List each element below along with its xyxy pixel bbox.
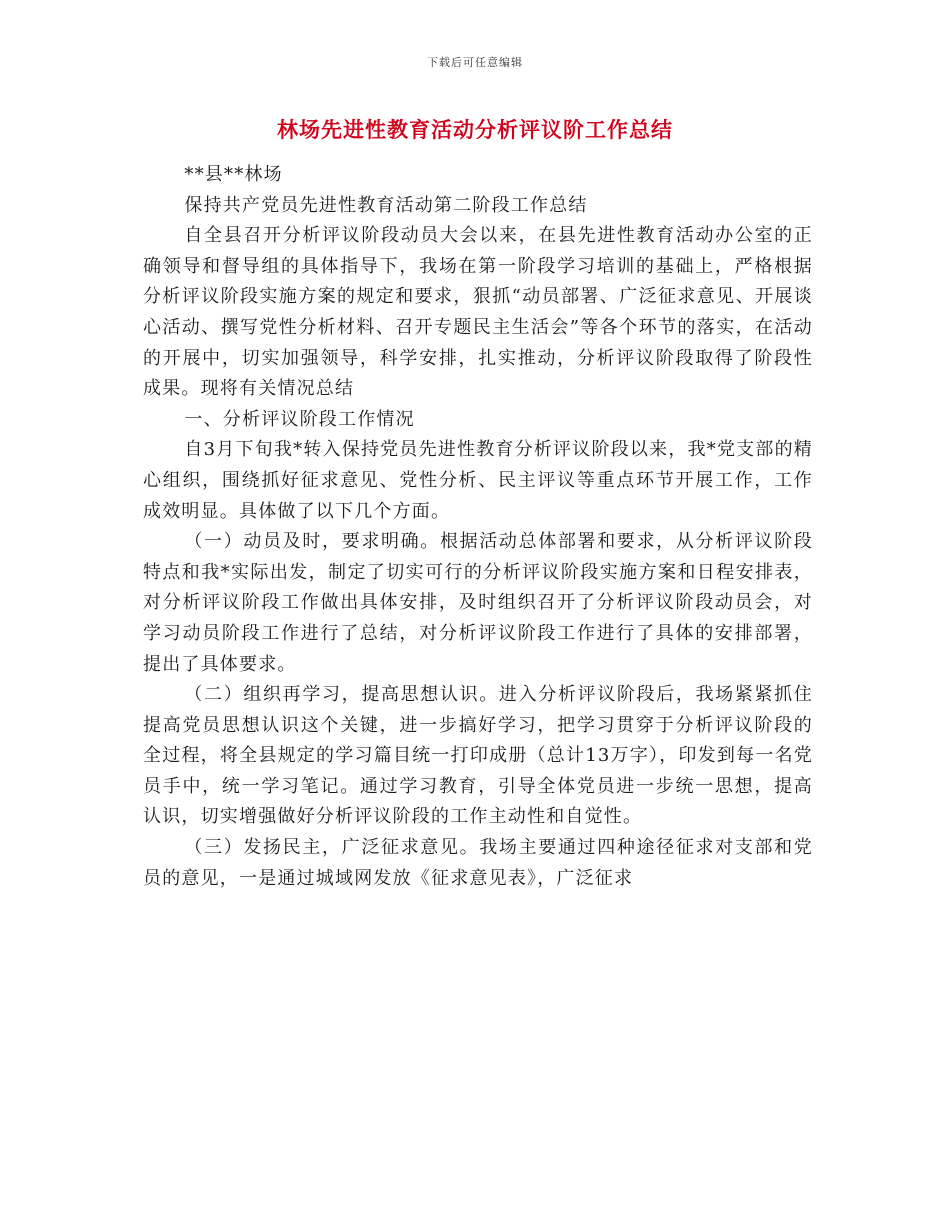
- section-heading: 一、分析评议阶段工作情况: [184, 408, 415, 430]
- paragraph-intro: 自全县召开分析评议阶段动员大会以来，在县先进性教育活动办公室的正确领导和督导组的具体指导下，我场在第一阶段学习培训的基础上，严格根据分析评议阶段实施方案的规定和要求，狠抓“动员部署、广泛征求意见、开展谈心活动、撰写党性分析材料、召开专题民主生活会”等各个环节的落实，在活动的开展中，切实加强领导，科学安排，扎实推动，分析评议阶段取得了阶段性成果。现将有关情况总结: [143, 225, 813, 400]
- paragraph-item-1: （一）动员及时，要求明确。根据活动总体部署和要求，从分析评议阶段特点和我*实际出发，制定了切实可行的分析评议阶段实施方案和日程安排表，对分析评议阶段工作做出具体安排，及时组织召开了分析评议阶段动员会，对学习动员阶段工作进行了总结，对分析评议阶段工作进行了具体的安排部署，提出了具体要求。: [143, 531, 813, 675]
- document-title: 林场先进性教育活动分析评议阶工作总结: [277, 117, 673, 142]
- subtitle-line: 保持共产党员先进性教育活动第二阶段工作总结: [184, 194, 588, 216]
- paragraph-overview: 自3月下旬我*转入保持党员先进性教育分析评议阶段以来，我*党支部的精心组织，围绕抓好征求意见、党性分析、民主评议等重点环节开展工作，工作成效明显。具体做了以下几个方面。: [143, 439, 813, 522]
- page-header-note: 下载后可任意编辑: [427, 56, 523, 69]
- paragraph-item-3: （三）发扬民主，广泛征求意见。我场主要通过四种途径征求对支部和党员的意见，一是通过城域网发放《征求意见表》，广泛征求: [143, 837, 813, 889]
- author-line: **县**林场: [184, 164, 283, 185]
- paragraph-item-2: （二）组织再学习，提高思想认识。进入分析评议阶段后，我场紧紧抓住提高党员思想认识这个关键，进一步搞好学习，把学习贯穿于分析评议阶段的全过程，将全县规定的学习篇目统一打印成册（总计13万字），印发到每一名党员手中，统一学习笔记。通过学习教育，引导全体党员进一步统一思想，提高认识，切实增强做好分析评议阶段的工作主动性和自觉性。: [143, 684, 813, 828]
- document-body: [143, 160, 813, 894]
